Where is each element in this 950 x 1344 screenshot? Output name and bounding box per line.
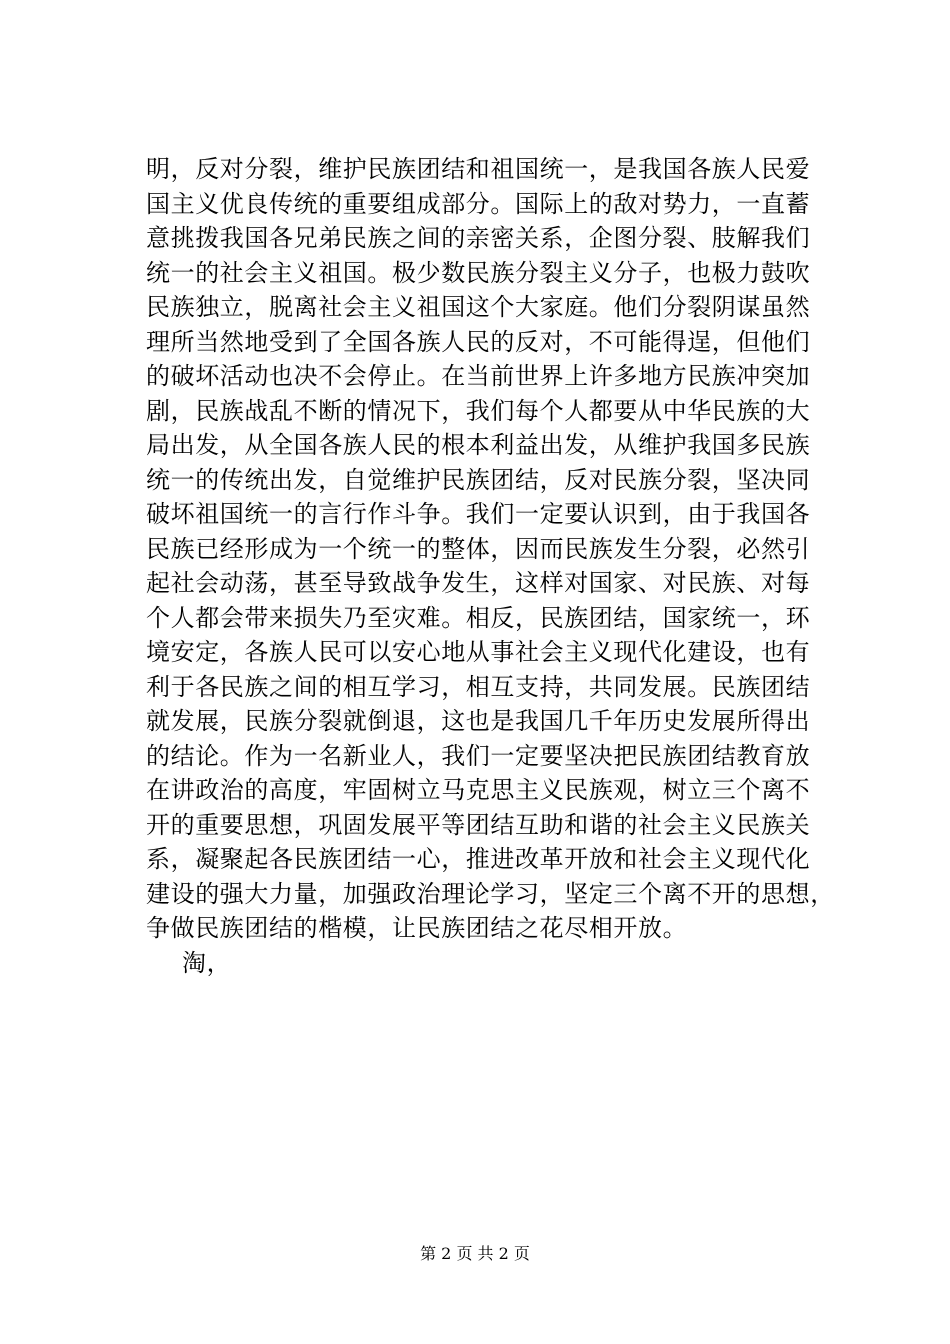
text-line: 民族独立，脱离社会主义祖国这个大家庭。他们分裂阴谋虽然 xyxy=(146,293,811,321)
text-line: 意挑拨我国各兄弟民族之间的亲密关系，企图分裂、肢解我们 xyxy=(146,224,811,252)
text-line: 个人都会带来损失乃至灾难。相反，民族团结，国家统一，环 xyxy=(146,603,811,632)
text-line: 国主义优良传统的重要组成部分。国际上的敌对势力，一直蓄 xyxy=(146,189,811,218)
text-line: 的破坏活动也决不会停止。在当前世界上许多地方民族冲突加 xyxy=(146,362,811,390)
text-line: 局出发，从全国各族人民的根本利益出发，从维护我国多民族 xyxy=(146,431,811,459)
page-footer: 第 2 页 共 2 页 xyxy=(420,1244,530,1263)
text-line: 系，凝聚起各民族团结一心，推进改革开放和社会主义现代化 xyxy=(146,845,811,873)
body-text xyxy=(146,152,846,980)
text-line: 就发展，民族分裂就倒退，这也是我国几千年历史发展所得出 xyxy=(146,707,811,735)
text-line: 在讲政治的高度，牢固树立马克思主义民族观，树立三个离不 xyxy=(146,776,811,804)
text-line: 剧，民族战乱不断的情况下，我们每个人都要从中华民族的大 xyxy=(146,396,811,425)
text-line: 明，反对分裂，维护民族团结和祖国统一，是我国各族人民爱 xyxy=(146,155,811,183)
text-line: 统一的社会主义祖国。极少数民族分裂主义分子，也极力鼓吹 xyxy=(146,258,811,287)
text-line: 利于各民族之间的相互学习，相互支持，共同发展。民族团结 xyxy=(146,672,811,701)
text-line: 起社会动荡，甚至导致战争发生，这样对国家、对民族、对每 xyxy=(146,569,811,597)
text-line: 民族已经形成为一个统一的整体，因而民族发生分裂，必然引 xyxy=(146,534,811,563)
text-line: 的结论。作为一名新业人，我们一定要坚决把民族团结教育放 xyxy=(146,741,811,770)
text-line: 争做民族团结的楷模，让民族团结之花尽相开放。 xyxy=(146,914,688,942)
text-line: 统一的传统出发，自觉维护民族团结，反对民族分裂，坚决同 xyxy=(146,465,811,494)
text-line: 建设的强大力量，加强政治理论学习，坚定三个离不开的思想， xyxy=(146,879,835,908)
text-line: 淘， xyxy=(182,948,232,977)
text-line: 开的重要思想，巩固发展平等团结互助和谐的社会主义民族关 xyxy=(146,810,811,839)
text-line: 境安定，各族人民可以安心地从事社会主义现代化建设，也有 xyxy=(146,638,811,666)
text-line: 破坏祖国统一的言行作斗争。我们一定要认识到，由于我国各 xyxy=(146,500,811,528)
text-line: 理所当然地受到了全国各族人民的反对，不可能得逞，但他们 xyxy=(146,327,811,356)
